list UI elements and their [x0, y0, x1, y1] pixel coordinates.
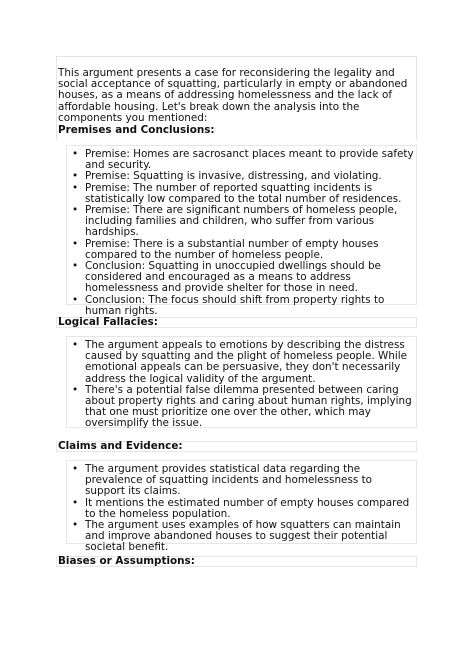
list-item: • Premise: There are significant numbers of homeless people, including families and children, who suffer from various hardships. [66, 205, 414, 239]
list-item: • Premise: Squatting is invasive, distressing, and violating. [66, 171, 414, 182]
list-item: • Premise: There is a substantial number of empty houses compared to the number of homeless people. [66, 239, 414, 261]
fallacies-heading: Logical Fallacies: [58, 316, 158, 328]
fallacies-list [66, 340, 414, 430]
list-item: • Conclusion: The focus should shift from property rights to human rights. [66, 295, 414, 317]
claims-list [66, 464, 414, 554]
intro-paragraph: This argument presents a case for reconsidering the legality and social acceptance of squatting, particularly in empty or abandoned houses, as a means of addressing homelessness and the lack of affordable housing. Let's break down the analysis into the components you mentioned: [58, 67, 408, 124]
list-item: • The argument appeals to emotions by describing the distress caused by squatting and the plight of homeless people. While emotional appeals can be persuasive, they don't necessarily address the logical validity of the argument. [66, 340, 414, 385]
list-item: • Premise: Homes are sacrosanct places meant to provide safety and security. [66, 149, 414, 171]
biases-heading: Biases or Assumptions: [58, 555, 195, 567]
list-item: • There's a potential false dilemma presented between caring about property rights and caring about human rights, implying that one must prioritize one over the other, which may oversimplify the issue. [66, 385, 414, 430]
claims-heading: Claims and Evidence: [58, 440, 183, 452]
list-item: • Premise: The number of reported squatting incidents is statistically low compared to the total number of residences. [66, 183, 414, 205]
list-item: • The argument provides statistical data regarding the prevalence of squatting incidents and homelessness to support its claims. [66, 464, 414, 498]
premises-list [66, 149, 414, 317]
list-item: • The argument uses examples of how squatters can maintain and improve abandoned houses to suggest their potential societal benefit. [66, 520, 414, 554]
list-item: • Conclusion: Squatting in unoccupied dwellings should be considered and encouraged as a means to address homelessness and provide shelter for those in need. [66, 261, 414, 295]
premises-heading: Premises and Conclusions: [58, 124, 215, 136]
list-item: • It mentions the estimated number of empty houses compared to the homeless population. [66, 498, 414, 520]
